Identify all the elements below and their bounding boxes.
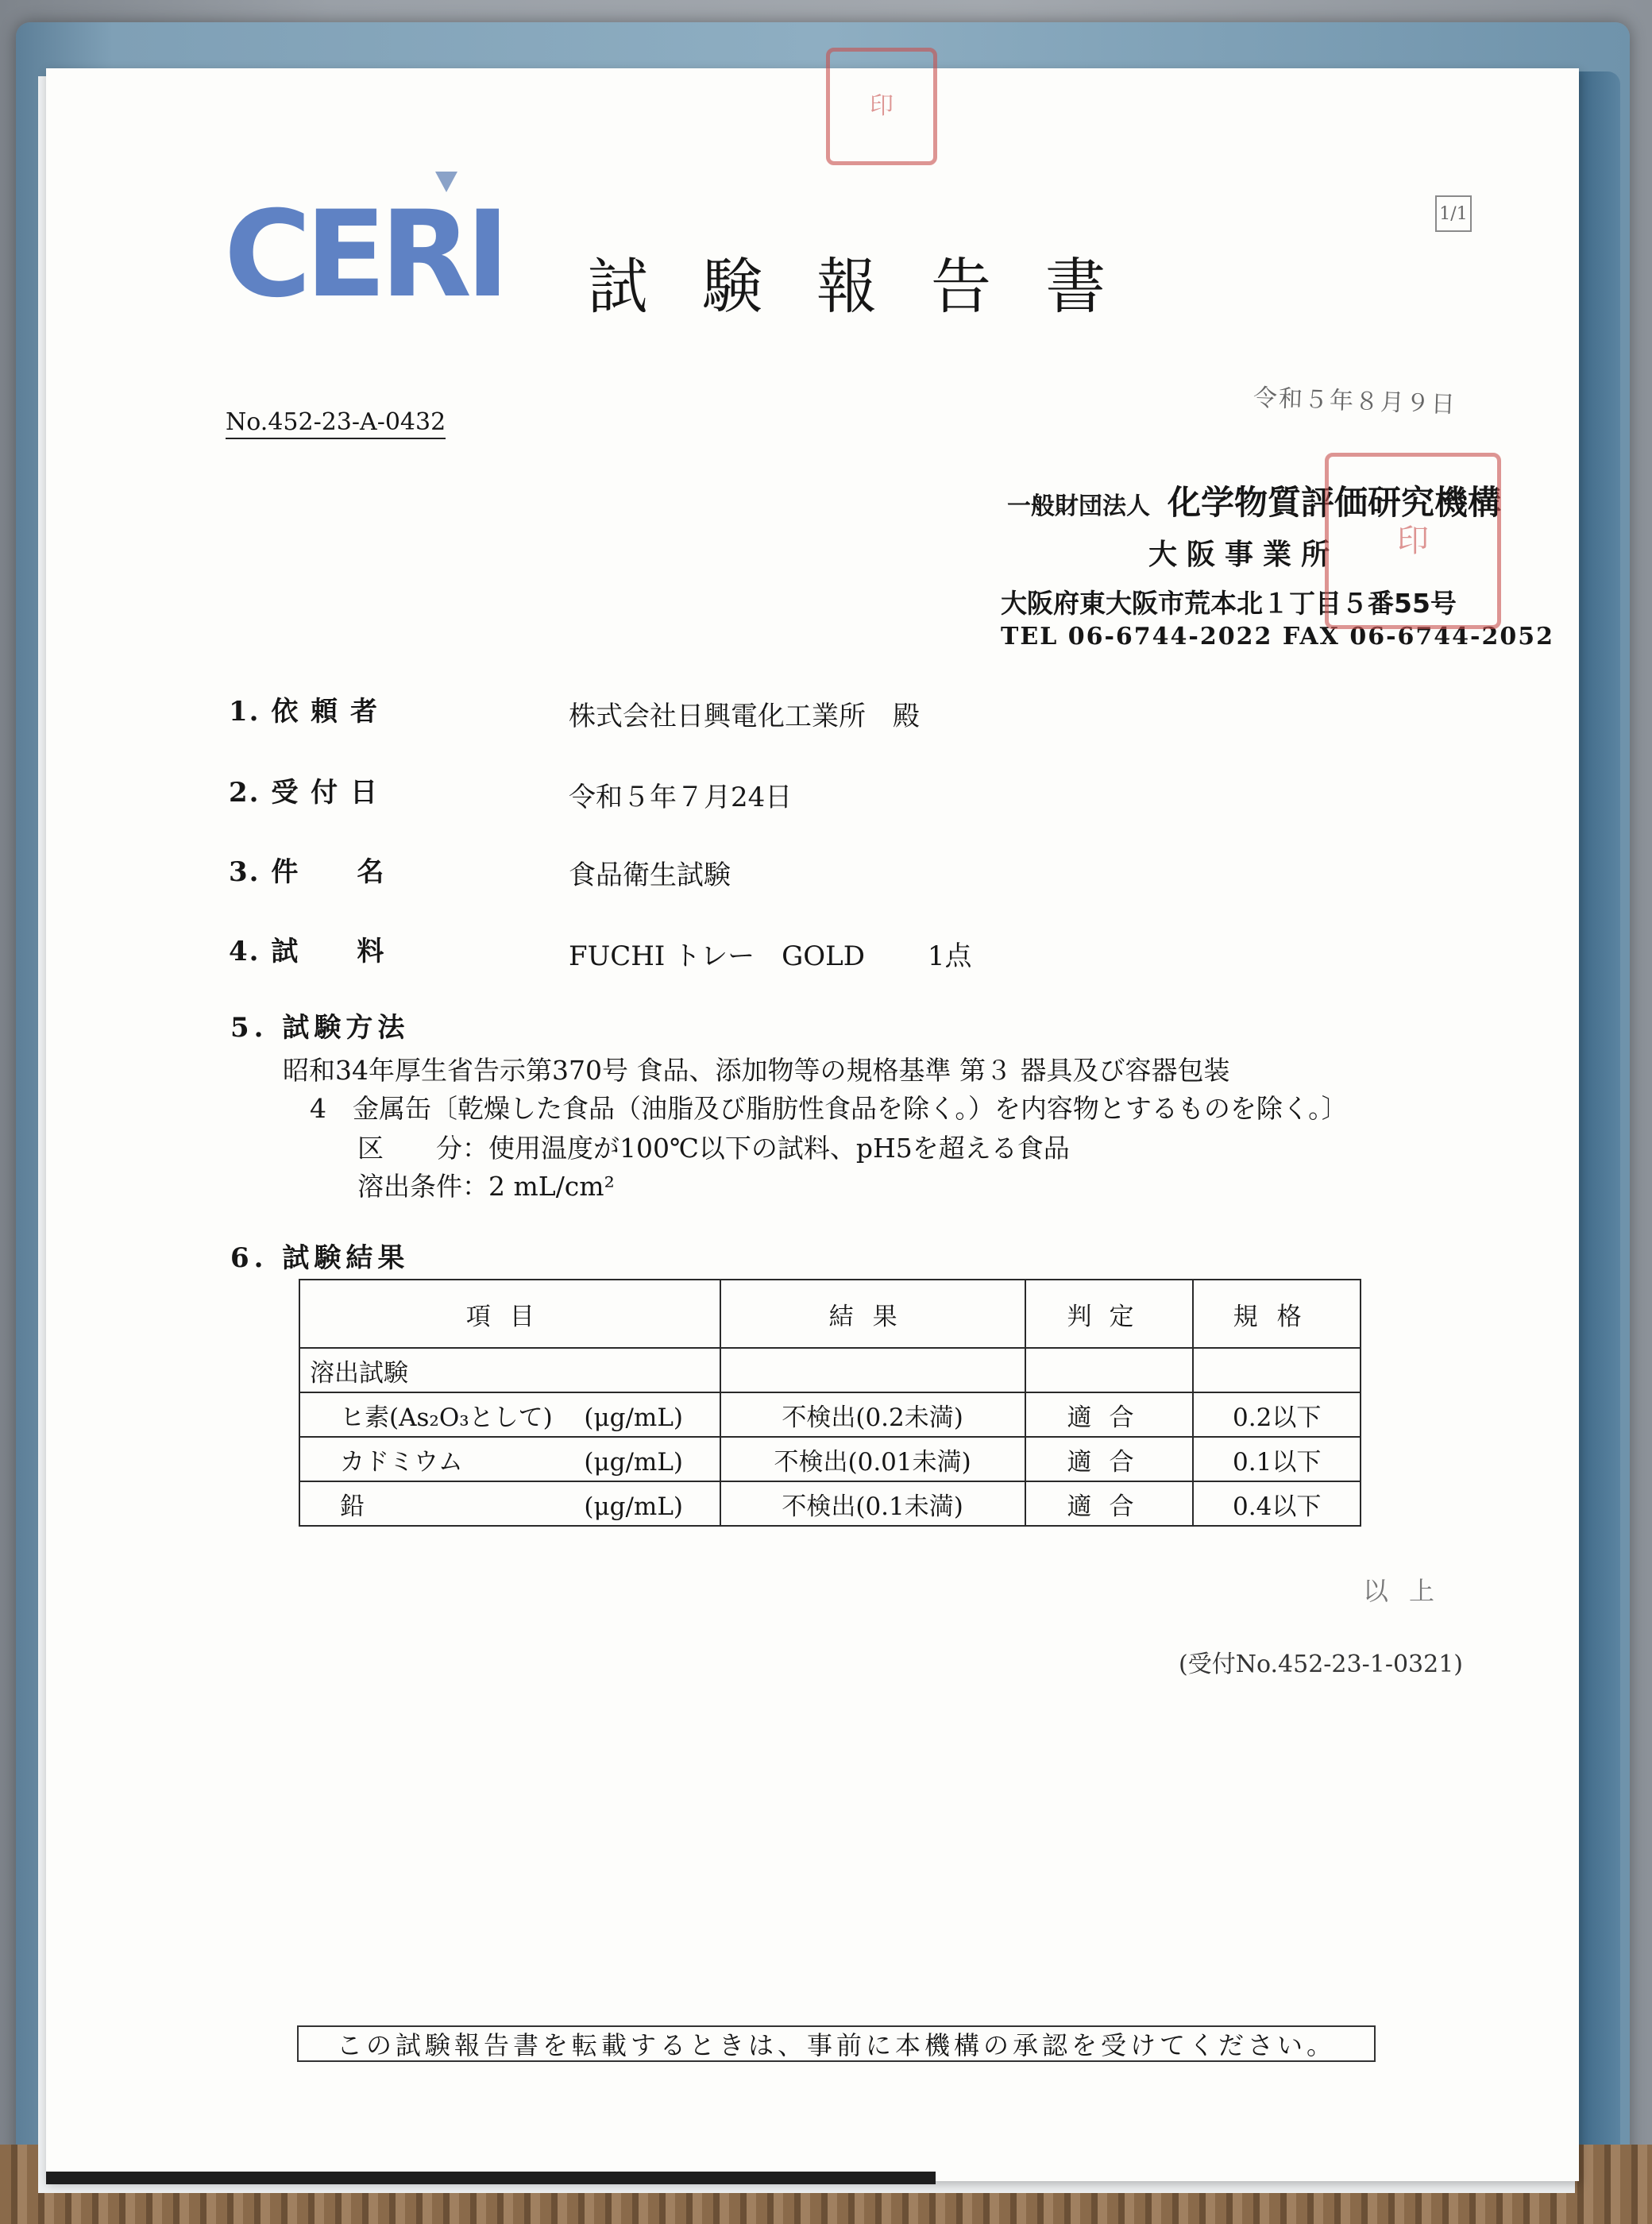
row-result: 不検出(0.01未満)	[720, 1437, 1025, 1481]
method-title: 5. 試験方法	[230, 1012, 410, 1044]
header-spec: 規格	[1193, 1280, 1361, 1348]
address: 大阪府東大阪市荒本北１丁目５番55号	[1001, 588, 1457, 619]
method-line-3: 区 分：使用温度が100℃以下の試料、pH5を超える食品	[357, 1133, 1070, 1164]
field-value-client: 株式会社日興電化工業所 殿	[569, 701, 920, 732]
empty-cell	[1025, 1348, 1194, 1392]
method-line-2: 4 金属缶〔乾燥した食品（油脂及び脂肪性食品を除く。）を内容物とするものを除く。〕	[310, 1093, 1348, 1124]
field-value-subject: 食品衛生試験	[569, 859, 731, 891]
row-judgement: 適合	[1025, 1437, 1194, 1481]
org-prefix: 一般財団法人	[1007, 492, 1150, 520]
row-item: カドミウム	[340, 1447, 463, 1477]
page-indicator: 1/1	[1435, 195, 1472, 232]
phone-fax: TEL 06-6744-2022 FAX 06-6744-2052	[1001, 623, 1554, 651]
results-header-row	[299, 1280, 1361, 1348]
row-item: 鉛	[340, 1492, 365, 1521]
row-item-cell	[299, 1392, 720, 1437]
issue-date: 令和５年８月９日	[1253, 384, 1457, 419]
field-label-sample: 4. 試 料	[229, 936, 386, 967]
row-result: 不検出(0.1未満)	[720, 1481, 1025, 1526]
row-item-cell	[299, 1437, 720, 1481]
top-seal-stamp: 印	[826, 48, 937, 165]
field-value-receipt-date: 令和５年７月24日	[569, 782, 793, 813]
row-judgement: 適合	[1025, 1481, 1194, 1526]
row-spec: 0.4以下	[1193, 1481, 1361, 1526]
row-unit: (μg/mL)	[584, 1447, 683, 1477]
table-row	[299, 1392, 1361, 1437]
folder-shadow-strip	[46, 2172, 936, 2184]
office-name: 大阪事業所	[1148, 539, 1340, 571]
document-title: 試験報告書	[588, 251, 1160, 322]
org-name: 化学物質評価研究機構	[1168, 483, 1502, 522]
header-result: 結果	[720, 1280, 1025, 1348]
header-judgement: 判定	[1025, 1280, 1194, 1348]
field-label-subject: 3. 件 名	[229, 856, 386, 888]
row-item: ヒ素(As₂O₃として)	[340, 1403, 553, 1432]
report-number: No.452-23-A-0432	[226, 408, 446, 439]
row-unit: (μg/mL)	[584, 1492, 683, 1521]
row-spec: 0.1以下	[1193, 1437, 1361, 1481]
row-result: 不検出(0.2未満)	[720, 1392, 1025, 1437]
header-item: 項目	[299, 1280, 720, 1348]
method-line-1: 昭和34年厚生省告示第370号 食品、添加物等の規格基準 第３ 器具及び容器包装	[283, 1055, 1230, 1086]
results-table	[299, 1279, 1361, 1527]
table-row	[299, 1437, 1361, 1481]
field-value-sample: FUCHI トレー GOLD 1点	[569, 940, 972, 972]
ceri-logo: CERI	[224, 186, 504, 324]
results-title: 6. 試験結果	[230, 1242, 410, 1274]
end-mark: 以上	[1363, 1576, 1456, 1606]
row-judgement: 適合	[1025, 1392, 1194, 1437]
table-row	[299, 1348, 1361, 1392]
empty-cell	[1193, 1348, 1361, 1392]
field-label-client: 1. 依 頼 者	[229, 696, 380, 728]
organization-seal-stamp: 印	[1325, 453, 1501, 629]
row-spec: 0.2以下	[1193, 1392, 1361, 1437]
field-label-receipt-date: 2. 受 付 日	[229, 777, 380, 809]
row-unit: (μg/mL)	[584, 1403, 683, 1432]
group-label: 溶出試験	[299, 1348, 720, 1392]
reproduction-notice: この試験報告書を転載するときは、事前に本機構の承認を受けてください。	[297, 2025, 1376, 2062]
logo-triangle-mark	[435, 172, 457, 192]
row-item-cell	[299, 1481, 720, 1526]
empty-cell	[720, 1348, 1025, 1392]
table-row	[299, 1481, 1361, 1526]
method-line-4: 溶出条件：2 mL/cm²	[357, 1171, 615, 1202]
receipt-number: (受付No.452-23-1-0321)	[1179, 1651, 1464, 1678]
